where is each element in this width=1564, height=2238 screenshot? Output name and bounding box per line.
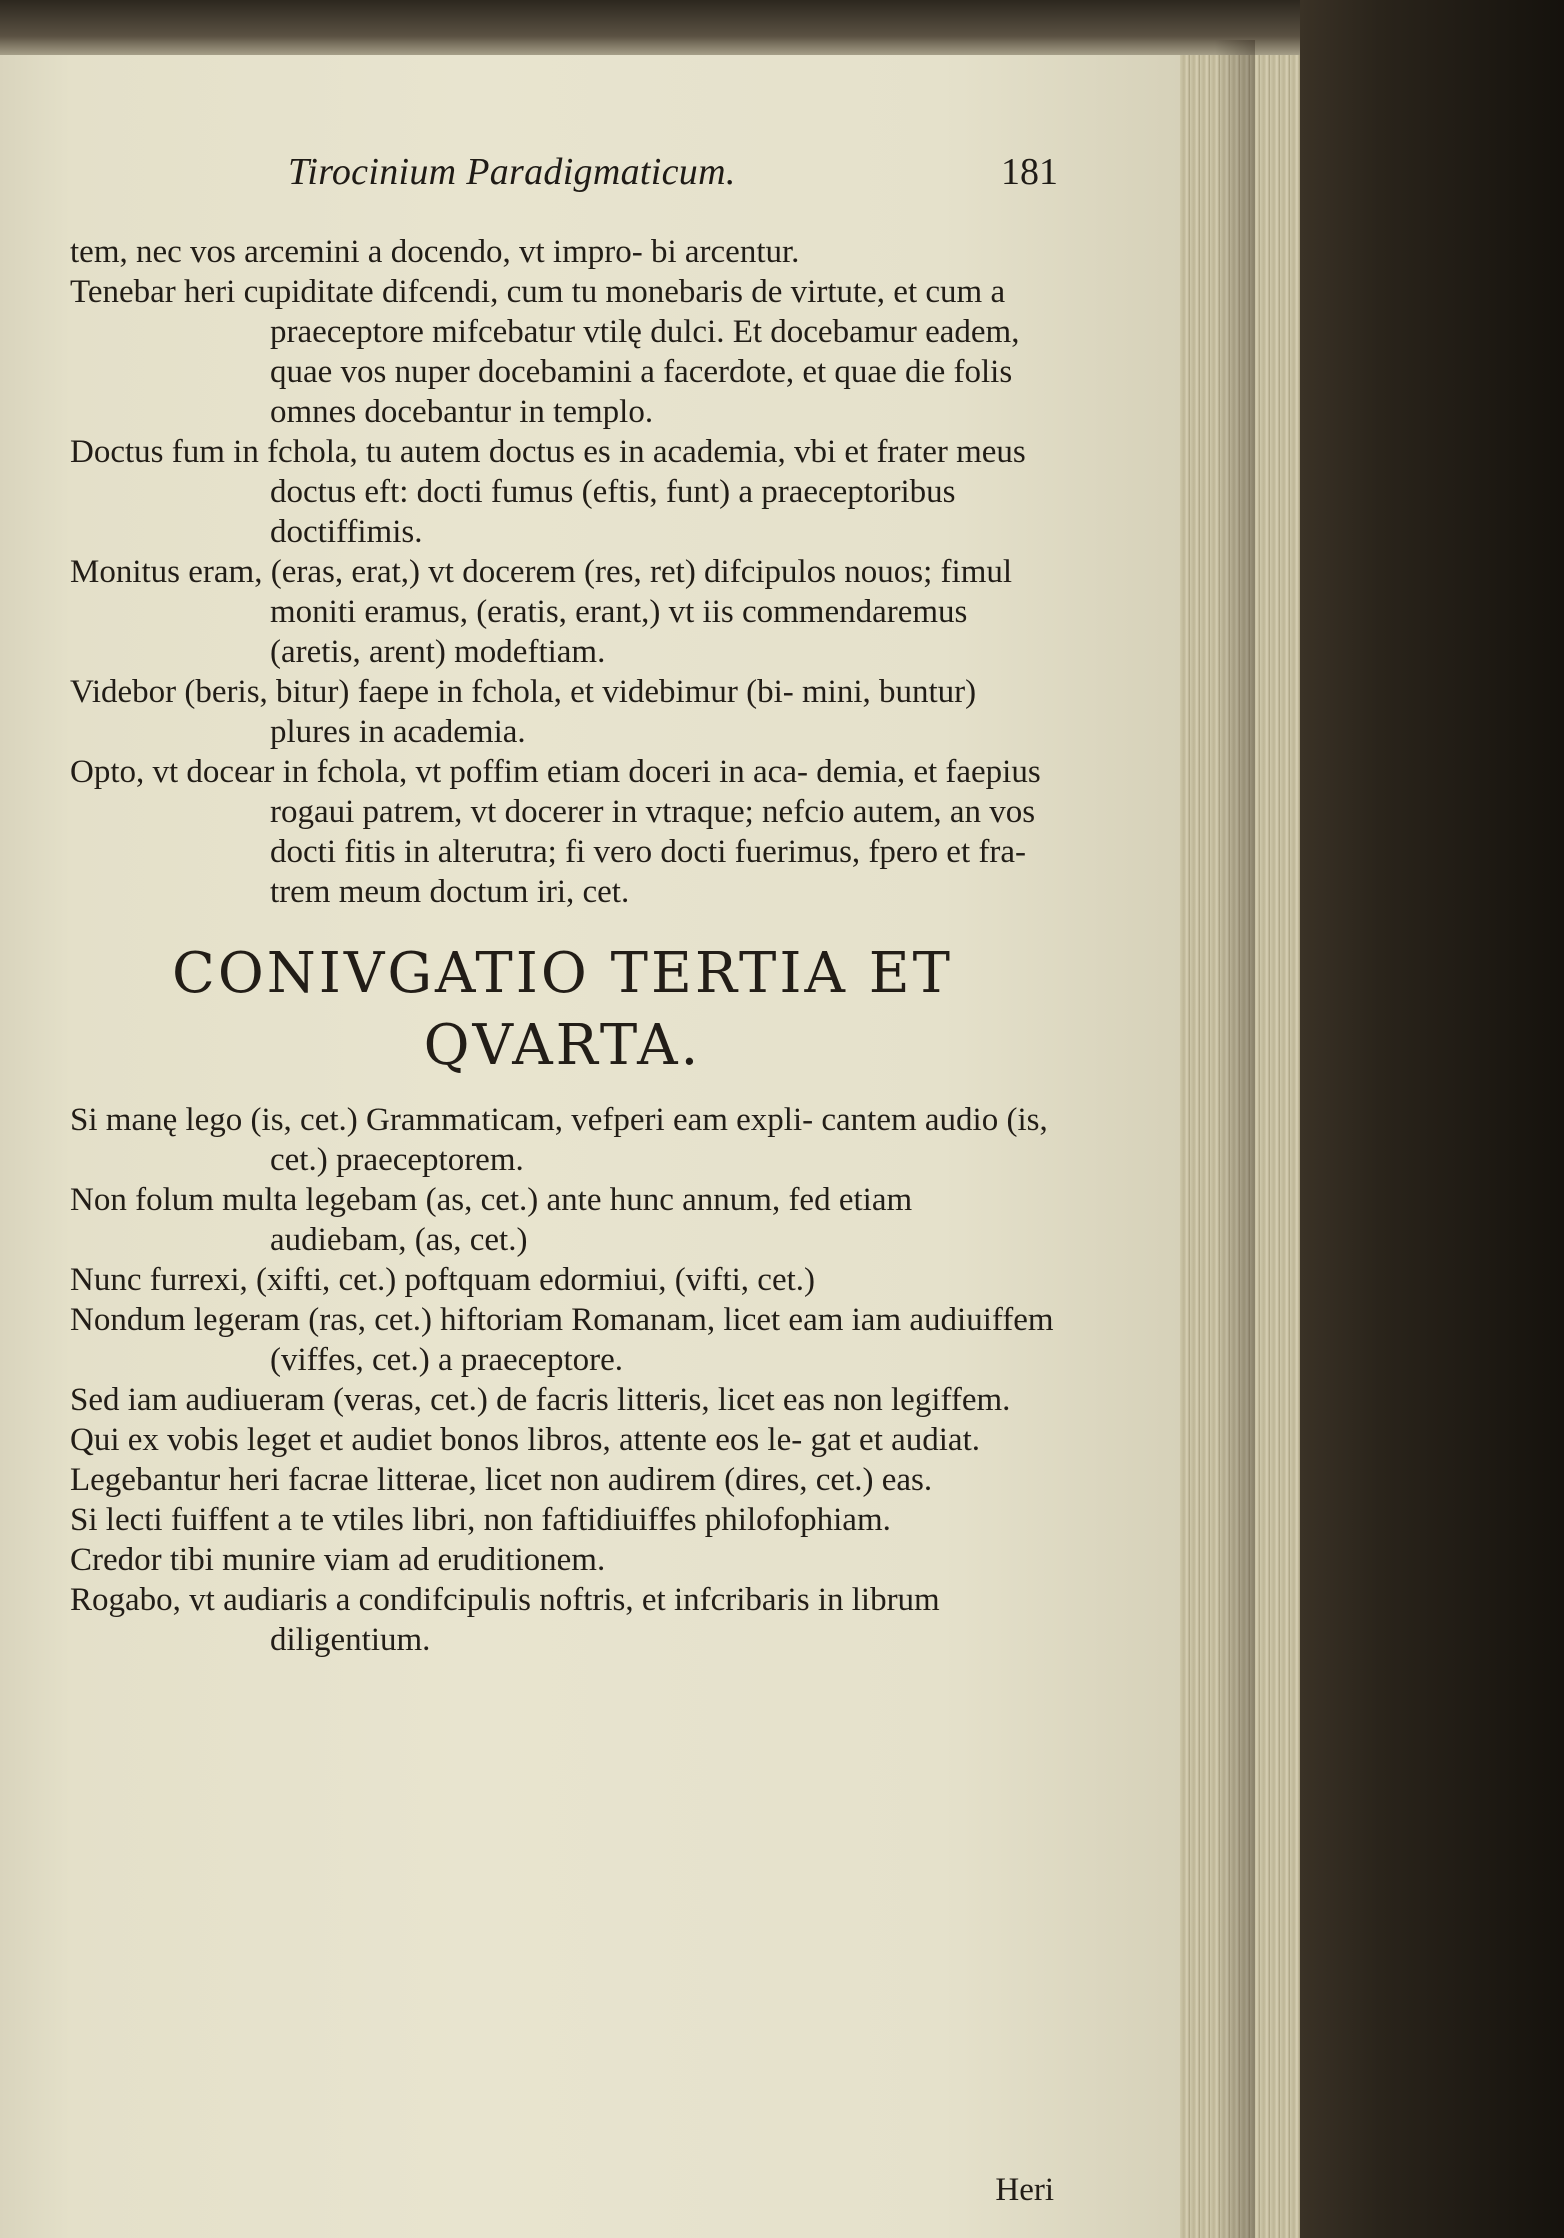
- gutter-shadow: [1215, 40, 1255, 2238]
- catchword: Heri: [995, 2172, 1054, 2208]
- running-head: Tirocinium Paradigmaticum.: [288, 151, 736, 193]
- section-heading-line1: CONIVGATIO TERTIA ET: [172, 941, 953, 1006]
- paragraph: Nunc furrexi, (xifti, cet.) poftquam edormiui, (vifti, cet.): [70, 1262, 815, 1298]
- page-number: 181: [1001, 151, 1058, 193]
- paragraph: tem, nec vos arcemini a docendo, vt impro- bi arcentur.: [70, 234, 800, 270]
- section-heading: [70, 938, 1055, 1082]
- paragraph: Legebantur heri facrae litterae, licet non audirem (dires, cet.) eas.: [70, 1462, 933, 1498]
- paragraph: Monitus eram, (eras, erat,) vt docerem (res, ret) difcipulos nouos; fimul moniti eramus, (eratis, erant,) vt iis commendaremus (aretis, arent) modeftiam.: [70, 554, 1013, 670]
- paragraph: Non folum multa legebam (as, cet.) ante hunc annum, fed etiam audiebam, (as, cet.): [70, 1182, 913, 1258]
- paragraph: Opto, vt docear in fchola, vt poffim etiam doceri in aca- demia, et faepius rogaui patrem, vt docerer in vtraque; nefcio autem, an vos docti fitis in alterutra; fi vero docti fuerimus, fpero et fra- trem meum doctum iri, cet.: [70, 754, 1041, 910]
- paragraph: Videbor (beris, bitur) faepe in fchola, et videbimur (bi- mini, buntur) plures in academia.: [70, 674, 977, 750]
- paragraph: Sed iam audiueram (veras, cet.) de facris litteris, licet eas non legiffem.: [70, 1382, 1011, 1418]
- paragraph: Si lecti fuiffent a te vtiles libri, non faftidiuiffes philofophiam.: [70, 1502, 891, 1538]
- page-body: [70, 232, 1055, 1660]
- paragraph: Credor tibi munire viam ad eruditionem.: [70, 1542, 606, 1578]
- book-cover: [1300, 0, 1564, 2238]
- page-top-edge: [0, 0, 1300, 60]
- page-header: [288, 150, 1058, 210]
- paragraph: Rogabo, vt audiaris a condifcipulis noftris, et infcribaris in librum diligentium.: [70, 1582, 940, 1658]
- paragraph: Doctus fum in fchola, tu autem doctus es in academia, vbi et frater meus doctus eft: docti fumus (eftis, funt) a praeceptoribus doctiffimis.: [70, 434, 1026, 550]
- paragraph: Qui ex vobis leget et audiet bonos libros, attente eos le- gat et audiat.: [70, 1422, 980, 1458]
- paragraph: Si manę lego (is, cet.) Grammaticam, vefperi eam expli- cantem audio (is, cet.) praeceptorem.: [70, 1102, 1048, 1178]
- paragraph: Tenebar heri cupiditate difcendi, cum tu monebaris de virtute, et cum a praeceptore mifcebatur vtilę dulci. Et docebamur eadem, quae vos nuper docebamini a facerdote, et quae die folis omnes docebantur in templo.: [70, 274, 1020, 430]
- paragraph: Nondum legeram (ras, cet.) hiftoriam Romanam, licet eam iam audiuiffem (viffes, cet.) a praeceptore.: [70, 1302, 1054, 1378]
- section-heading-line2: QVARTA.: [423, 1013, 702, 1078]
